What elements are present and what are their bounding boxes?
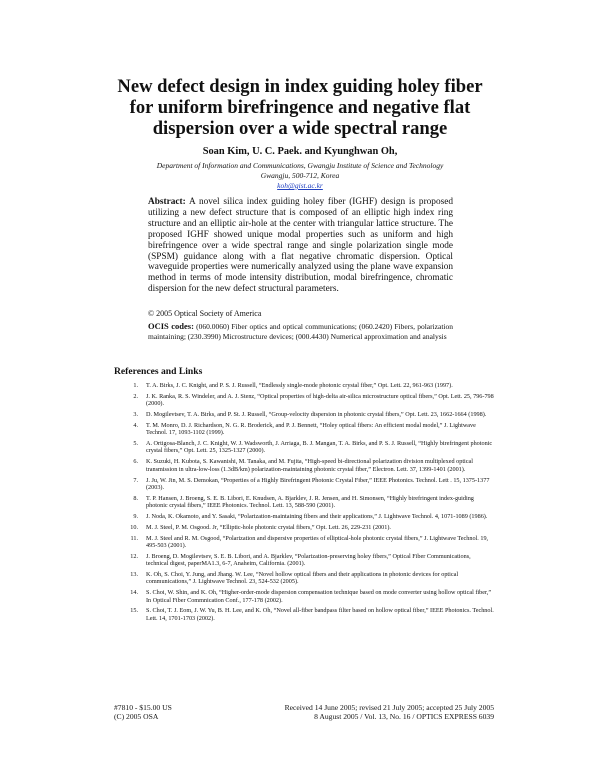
reference-number: 6. (133, 458, 138, 466)
reference-number: 12. (130, 552, 138, 560)
reference-number: 5. (133, 440, 138, 448)
reference-number: 14. (130, 589, 138, 597)
reference-text: J. Broeng, D. Mogilevtsev, S. E. B. Libori, and A. Bjarklev, “Polarization-preserving holey fibers,” Optical Fiber Communications, technical digest, paperMA1.3, 6-7, Anaheim, California. (2001). (146, 552, 471, 568)
paper-title: New defect design in index guiding holey fiber for uniform birefringence and negative flat dispersion over a wide spectral range (117, 76, 483, 139)
reference-text: S. Choi, T. J. Eom, J. W. Yu, B. H. Lee, and K. Oh, “Novel all-fiber bandpass filter based on hollow optical fiber,” IEEE Photonics. Technol. Lett. 14, 1701-1703 (2002). (146, 607, 494, 622)
reference-number: 3. (133, 411, 138, 419)
reference-text: D. Mogilevtsev, T. A. Birks, and P. St. J. Russell, “Group-velocity dispersion in photonic crystal fibers,” Opt. Lett. 23, 1662-1664 (1998). (146, 411, 487, 419)
reference-number: 10. (130, 523, 138, 531)
reference-item (114, 589, 494, 604)
footer-right (244, 703, 494, 722)
reference-text: M. J. Steel and R. M. Osgood, “Polarization and dispersive properties of elliptical-hole photonic crystal fibers,” J. Lightwave Technol. 19, 495-503 (2001). (146, 534, 489, 549)
reference-item (114, 477, 494, 492)
reference-number: 9. (133, 512, 138, 520)
reference-text: K. Oh, S. Choi, Y. Jung, and Jhang. W. Lee, “Novel hollow optical fibers and their applications in photonic devices for optical communications,” J. Lightwave Technol. 23, 524-532 (2005). (146, 571, 459, 586)
author-email (150, 181, 450, 190)
references-list (114, 382, 494, 626)
reference-item (114, 607, 494, 622)
reference-text: K. Suzuki, H. Kubota, S. Kawanishi, M. Tanaka, and M. Fujita, “High-speed bi-directional polarization division multiplexed optical transmission in ultra-low-loss (1.3dB/km) polarization-maintaining photonic crystal fiber,” Electron. Lett. 37, 1399-1401 (2001). (146, 458, 473, 473)
reference-item (114, 440, 494, 455)
author-list: Soan Kim, U. C. Paek. and Kyunghwan Oh, (202, 146, 398, 157)
reference-number: 15. (130, 607, 138, 615)
reference-item (114, 393, 494, 408)
reference-item (114, 495, 494, 510)
abstract (148, 197, 453, 295)
journal-citation: 8 August 2005 / Vol. 13, No. 16 / OPTICS EXPRESS 6039 (314, 712, 494, 722)
received-dates: Received 14 June 2005; revised 21 July 2005; accepted 25 July 2005 (284, 703, 494, 712)
ocis-codes (148, 322, 453, 341)
abstract-text: A novel silica index guiding holey fiber (IGHF) design is proposed utilizing a new defect structure that is composed of an elliptic high index ring structure and an elliptic air-hole at the center with triangular lattice structure. The proposed IGHF showed unique modal properties such as uniform and high birefringence over a wide spectral range and single polarization single mode (SPSM) guidance along with a flat negative chromatic dispersion. Optical waveguide properties were numerically analyzed using the plane wave expansion method in terms of mode intensity distribution, modal birefringence, chromatic dispersion for the new defect structural parameters. (148, 197, 453, 295)
affiliation-text: Department of Information and Communications, Gwangju Institute of Science and Technology Gwangju, 500-712, Korea (156, 161, 444, 180)
reference-item (114, 524, 494, 531)
reference-text: J. Ju, W. Jin, M. S. Demokan, “Properties of a Highly Birefringent Photonic Crystal Fiber,” IEEE Photonics. Technol. Lett . 15, 1375-1377 (2003). (146, 476, 490, 491)
abstract-label: Abstract: (148, 197, 186, 207)
reference-text: T. M. Monro, D. J. Richardson, N. G. R. Broderick, and P. J. Bennett, “Holey optical fibers: An efficient modal model,” J. Lightwave Technol. 17, 1093-1102 (1999). (146, 421, 476, 437)
reference-number: 4. (133, 421, 138, 429)
reference-item (114, 458, 494, 473)
reference-item (114, 553, 494, 568)
reference-item (114, 382, 494, 389)
reference-number: 8. (133, 494, 138, 502)
reference-item (114, 571, 494, 586)
ocis-label: OCIS codes: (148, 321, 194, 331)
reference-number: 2. (133, 392, 138, 400)
footer-copyright: (C) 2005 OSA (114, 712, 159, 722)
reference-text: A. Ortigosa-Blanch, J. C. Knight, W. J. Wadsworth, J. Arriaga, B. J. Mangan, T. A. Birks, and P. S. J. Russell, “Highly birefringent photonic crystal fibers,” Opt. Lett. 25, 1325-1327 (2000). (146, 440, 493, 455)
reference-item (114, 422, 494, 437)
article-price: #7810 - $15.00 US (114, 703, 172, 712)
reference-item (114, 513, 494, 520)
affiliation (150, 161, 450, 180)
reference-item (114, 411, 494, 418)
references-heading: References and Links (114, 366, 203, 377)
email-link[interactable]: koh@gist.ac.kr (277, 181, 323, 190)
reference-text: T. P. Hansen, J. Broeng, S. E. B. Libori, E. Knudsen, A. Bjarklev, J. R. Jensen, and H. Simonsen, “Highly birefringent index-guiding photonic crystal fibers,” IEEE Photonics. Technol. Lett. 13, 588-590 (2001). (146, 494, 474, 510)
reference-text: J. Noda, K. Okamoto, and Y. Sasaki, “Polarization-maintaining fibers and their applications,” J. Lightwave Technol. 4, 1071-1089 (1986). (146, 512, 488, 520)
reference-item (114, 535, 494, 550)
copyright-notice: © 2005 Optical Society of America (148, 309, 262, 318)
reference-number: 13. (130, 571, 138, 579)
reference-text: M. J. Steel, P. M. Osgood. Jr, “Elliptic-hole photonic crystal fibers,” Opt. Lett. 26, 229-231 (2001). (146, 523, 391, 531)
reference-number: 11. (130, 534, 138, 542)
reference-number: 1. (133, 382, 138, 389)
reference-text: T. A. Birks, J. C. Knight, and P. S. J. Russell, “Endlessly single-mode photonic crystal fiber,” Opt. Lett. 22, 961-963 (1997). (146, 382, 453, 389)
reference-number: 7. (133, 476, 138, 484)
footer-left (114, 703, 172, 722)
ocis-text: (060.0060) Fiber optics and optical communications; (060.2420) Fibers, polarization maintaining; (230.3990) Microstructure devices; (000.4430) Numerical approximation and analysis (148, 322, 454, 341)
reference-text: J. K. Ranka, R. S. Windeler, and A. J. Stenz, “Optical properties of high-delta air-silica microstructure optical fibers,” Opt. Lett. 25, 796-798 (2000). (146, 392, 494, 408)
reference-text: S. Choi, W. Shin, and K. Oh, “Higher-order-mode dispersion compensation technique based on mode converter using hollow optical fiber,” In Optical Fiber Commnication Conf., 177-178 (2002). (146, 589, 492, 604)
